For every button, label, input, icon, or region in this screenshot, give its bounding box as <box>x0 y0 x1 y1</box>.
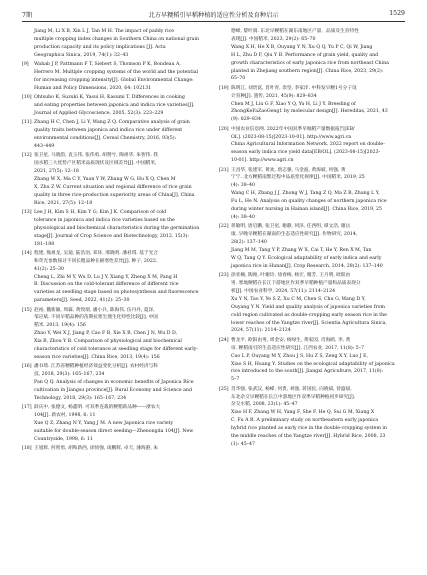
reference-line: Fu L, He N. Analysis on quality changes of northern japonica rice <box>231 199 387 205</box>
reference-line: 王旭辉, 何智勇, 胡和新西, 徐侦强, 谈鹏辉, 卓天, 薄海港, 朱 <box>34 446 158 452</box>
reference-line: 薛庆中, 张德文, 杨鑫明. 可双季连栽的粳稻新品种——浙农大 <box>34 405 161 411</box>
reference-line: parameters[J]. Seed, 2022, 41(2): 25–30 <box>34 298 130 304</box>
reference-line: Jiang M, Li X B, Xin L J, Tan M H. The impact of paddy rice <box>34 29 175 34</box>
reference-line: Cao L P, Ouyang M Y, Zhou J S, Hu Z S, Zeng X Y, Luo J E, <box>231 353 368 359</box>
reference-number: [21] <box>219 167 229 173</box>
reference-line: 中国农业信息网. 2022年中国双季早籼稻产量数据报告[EB/ <box>231 126 355 132</box>
reference-line: 潘书琦. 江苏省粳稻种植经济效益变化分析[J]. 农村经济与科 <box>34 364 158 370</box>
reference-entry <box>22 209 208 249</box>
reference-line: ZhongKeFaZaoGeng1 by molecular design[J]. Hereditas, 2021, 43 <box>231 109 388 115</box>
reference-line: (1): 45–47 <box>231 441 255 447</box>
reference-line: Cheng L, Zhi M Y, Wu D, Lu J Y, Xiang Y, Zheng X M, Pang H <box>34 274 178 280</box>
reference-line: 陈明江, 刘贵富, 肖叶青, 余坚, 李家洋. 中科发早粳1号分子设 <box>231 85 357 91</box>
reference-line: growth characteristics of early japonica rice from northeast China <box>231 60 389 66</box>
reference-line: 5–7 <box>231 377 240 383</box>
reference-line: rice introduced to the south[J]. Jiangxi Agriculture, 2017, 11(8): <box>231 369 384 375</box>
reference-line: for increasing cropping intensity[J]. Global Environmental Change: <box>34 77 194 83</box>
reference-line: W Q, Tang Q Y. Ecological adaptability of early indica and early <box>231 255 382 261</box>
reference-line: 肖华强, 张武汉, 杨峰, 何贵, 刘强, 蒋国民, 向晓斌, 曾盛斌. <box>231 386 352 392</box>
reference-line: 表现[J]. 中国稻米, 2023, 29(2): 65–70 <box>231 36 316 42</box>
reference-line: 程建, 熊祖龙, 吴迪, 陆浩羽, 邓环, 邢晓明, 潘君琪. 基于光合 <box>34 250 158 256</box>
reference-line: 东北杂交早粳稻在长江中游地区作双季早稻种植初步研究[J]. <box>231 394 356 400</box>
reference-entry <box>22 404 208 444</box>
reference-line: Xiao S H, Huang Y. Studies on the ecological adaptability of japonica <box>231 361 395 367</box>
reference-entry <box>22 152 208 207</box>
reference-line: Zhao Y, Wei X J, Jiang P, Cao F B, Xie X B, Chen J N, Wu D D, <box>34 331 178 337</box>
reference-line: 赵裕, 魏新颖, 周霖, 黄致瑞, 潘小兵, 陈海伟, 伍丹丹, 夏泽, <box>34 307 155 313</box>
reference-line: physiological and biochemical characteristics during the germination <box>34 225 200 231</box>
reference-line: Zhang H C, Chen J, Li Y, Wang Z Q. Comparative analysis of grain <box>34 120 190 126</box>
reference-line: 稻米, 2013, 19(4): 156 <box>34 323 86 329</box>
reference-line: 2021, 27(5): 12–18 <box>34 168 79 174</box>
issue-number: 7期 <box>22 12 33 19</box>
reference-line: stage[J]. Journal of Crop Science and Biotechnology, 2012, 15(3): <box>34 233 189 239</box>
reference-number: [23] <box>219 273 229 279</box>
reference-line: Wahab J P, Pattmann F T, Siebert S, Thomson P K, Bondeau A, <box>34 62 181 68</box>
reference-line: 宁宁. 北方粳稻南繁过程中品质变化规律[J]. 中国稻米, 2019, 25 <box>231 175 365 181</box>
reference-entry <box>22 94 208 118</box>
reference-number: [12] <box>22 153 32 159</box>
reference-line: Jiang M M, Tang Y P, Zhang W X, Cai T, He Y, Ren X M, Tan <box>231 248 372 254</box>
reference-entry <box>219 167 405 222</box>
references-left-column <box>22 28 208 454</box>
reference-line: lower reaches of the Yangtze river[J]. Scientia Agricultura Sinica, <box>231 320 387 326</box>
reference-line: Lee J H, Kim S H, Kim Y G, Kim J K. Comparison of cold <box>34 209 167 215</box>
reference-line: 杂交水稻, 2008, 23(1): 45–47 <box>231 402 298 408</box>
page-number: 1529 <box>389 10 405 17</box>
reference-line: 德峰, 黎叶润. 东北早粳稻在湖东南地区产量、品质及生育特性 <box>231 29 359 34</box>
reference-line: Ouyang Y N. Yield and quality analysis of japonica varieties from <box>231 304 385 310</box>
reference-line: 王昌华, 张建军, 黄欢, 唐志强, 马金波, 黄海斌, 何强, 黄 <box>231 167 346 173</box>
reference-line: 男. 寒地粳稻在长江下游地区作双季早稻种植产量和品质表现分 <box>231 281 361 287</box>
reference-number: [9] <box>22 62 29 68</box>
reference-line: B. Discussion on the cold-tolerant difference of different rice <box>34 282 179 288</box>
reference-line: hybrid rice planted as early rice in the double-cropping system in <box>231 426 387 432</box>
reference-line: (4): 38–40 <box>231 215 255 221</box>
reference-line: 104[J]. 新农村, 1998, 6: 11 <box>34 413 96 419</box>
reference-line: Herrero M. Multiple cropping systems of the world and the potential <box>34 69 198 75</box>
reference-line: cold region cultivated as double-cropping early season rice in the <box>231 312 387 318</box>
reference-line: 曹龙平, 欧阳由男, 周金安, 杨绿生, 黄家园, 肖海鸥, 李, 黄 <box>231 337 351 343</box>
reference-line: multiple cropping index changes in Southern China on national grain <box>34 36 199 42</box>
reference-line: japonica rice in Hunan[J]. Crop Research, 2014, 28(2): 137–140 <box>231 263 383 269</box>
reference-line: 邹应斌. 不同早稻品种的苗期抗寒生理生化特性比较[J]. 中国 <box>34 315 158 321</box>
header-divider <box>22 21 405 22</box>
reference-line: 计育种[J]. 遗传, 2021, 45(9): 829–834 <box>231 93 317 99</box>
reference-line: Chen M J, Liu G F, Xiao Y Q, Yu H, Li J Y. Breeding of <box>231 101 356 107</box>
reference-line: varieties at seedling stage based on photosynthesis and fluorescence <box>34 290 199 296</box>
reference-line: 2024, 57(11): 2114–2124 <box>231 328 291 334</box>
reference-line: 析[J]. 中国农业科学, 2024, 57(11): 2114–2124 <box>231 288 336 294</box>
reference-line: X, Zhu Z W. Current situation and regional difference of rice grain <box>34 184 192 190</box>
reference-line: cultivation in Jiangsu province[J]. Rural Economy and Science and <box>34 388 192 393</box>
reference-line: and eating properties between japonica and indica rice varieties[J]. <box>34 102 195 108</box>
reference-number: [25] <box>219 386 229 392</box>
reference-line: Xia B, Zhou Y B. Comparison of physiological and biochemical <box>34 339 182 345</box>
reference-number: [10] <box>22 95 32 101</box>
reference-line: tolerance in japonica and indica rice varieties based on the <box>34 217 175 223</box>
reference-line: planted in Zhejiang southern region[J]. China Rice, 2023, 29(2): <box>231 68 384 74</box>
reference-line: Ohtsubo K, Suzuki K, Yasui H, Kasumi T. Differences in cooking <box>34 95 185 101</box>
reference-number: [13] <box>22 209 32 215</box>
reference-line: production capacity and its policy implications [J]. Acta <box>34 44 166 50</box>
reference-number: [24] <box>219 337 229 343</box>
reference-line: Xu Y N, Tao Y, Ye S Z, Xu C M, Chen S, Chu G, Wang D Y, <box>231 296 366 302</box>
reference-number: [11] <box>22 120 32 126</box>
reference-line: season early indica rice yield data[EB/OL]. (2023-08-15)[2023- <box>231 150 381 156</box>
reference-line: OL]. (2023-08-15)[2023-10-01]. http://www.agri.cn <box>231 134 352 140</box>
reference-number: [16] <box>22 364 32 370</box>
reference-entry <box>22 28 208 60</box>
reference-line: suitable for double-season direct seeding—Zhenongda 104[J]. New <box>34 428 194 434</box>
reference-number: [18] <box>22 446 32 452</box>
reference-line: 28(2): 137–140 <box>231 240 267 246</box>
reference-number: [15] <box>22 307 32 313</box>
reference-line: 65–70 <box>231 76 246 82</box>
reference-line: Geographica Sinica, 2019, 74(1): 32–43 <box>34 52 129 58</box>
reference-line: Rice, 2021, 27(5): 12–18 <box>34 200 93 206</box>
reference-line: characteristics of cold tolerance at seedling stage for different early- <box>34 347 199 353</box>
reference-line: season rice varieties[J]. China Rice, 2013, 19(4): 156 <box>34 354 160 360</box>
running-title: 北方早粳稻引早稻种植的适应性分析及育种启示 <box>148 12 279 19</box>
reference-line: Pan Q Q. Analysis of changes in economic benefits of Japonica Rice <box>34 380 194 386</box>
reference-line: Wang C H, Zhang J J, Zhong W J, Tang Z Q, Ma Z B, Zhang L Y, <box>231 191 380 197</box>
reference-line: 谊. 粳稻南引的生态适应性研究[J]. 江西农业, 2017, 11(8): 5–7 <box>231 345 365 351</box>
reference-entry <box>22 61 208 93</box>
reference-entry <box>219 386 405 449</box>
reference-line: 41(2): 25–30 <box>34 266 64 272</box>
reference-line: 徐亚楠, 陶俊, 叶谢玲, 徐春梅, 杨宏, 睢芳, 王月明, 欧阳由 <box>231 273 351 279</box>
reference-entry <box>219 272 405 335</box>
reference-entry <box>22 445 208 453</box>
reference-number: [19] <box>219 85 229 91</box>
reference-line: China Agricultural Information Network. 2022 report on double- <box>231 142 385 148</box>
reference-entry <box>219 85 405 125</box>
reference-entry <box>219 337 405 384</box>
reference-line: quality in three rice-production superiority areas of China[J]. China <box>34 192 195 198</box>
reference-line: Countryside, 1998, 6: 11 <box>34 436 93 442</box>
reference-number: [22] <box>219 224 229 230</box>
reference-line: 技, 2018, 29(3): 165–167, 234 <box>34 372 105 378</box>
reference-line: Human and Policy Dimensions, 2020, 64: 102131 <box>34 85 152 91</box>
reference-line: the middle reaches of the Yangtze river[J]. Hybrid Rice, 2008, 23 <box>231 434 386 440</box>
reference-line: C, Fu A B. A preliminary study on northeastern early japonica <box>231 418 379 424</box>
reference-line: Journal of Applied Glycoscience, 2005, 52(3): 223–229 <box>34 110 164 116</box>
reference-line: 张卫星, 马晓韵, 袁玉伟, 张伟勇, 胡赞兮, 陶祖华, 朱智伟. 我 <box>34 153 158 159</box>
reference-line: (9): 829–834 <box>231 117 261 123</box>
reference-line: Zhang W X, Ma C Y, Yuan Y W, Zhang W G, Hu X Q, Chen M <box>34 176 176 182</box>
reference-line: 国水稻三大优势产区稻米品质现状及区域差异[J]. 中国稻米, <box>34 161 157 167</box>
reference-number: [20] <box>219 126 229 132</box>
reference-line: 蒋敏明, 唐启鹏, 张卫星, 谢静, 何泽, 任西明, 谭文浩, 谢岳 <box>231 224 351 230</box>
reference-entry <box>219 28 405 83</box>
reference-line: (4): 38–40 <box>231 183 255 189</box>
reference-entry <box>22 119 208 151</box>
reference-entry <box>22 363 208 403</box>
references-right-column <box>219 28 405 450</box>
reference-entry <box>22 250 208 305</box>
reference-number: [17] <box>22 405 32 411</box>
reference-entry <box>22 307 208 362</box>
reference-line: environmental conditions[J]. Cereal Chemistry, 2016, 93(5): <box>34 135 177 141</box>
reference-line: H L, Zhu D F, Qiu Y B. Performance of grain yield, quality and <box>231 52 379 58</box>
reference-line: quality traits between japonica and indica rice under different <box>34 128 183 134</box>
reference-entry <box>219 223 405 270</box>
reference-line: during winter nursing in Hainan island[J]. China Rice, 2019, 25 <box>231 207 383 213</box>
reference-number: [14] <box>22 250 32 256</box>
reference-line: Technology, 2018, 29(3): 165–167, 234 <box>34 395 127 401</box>
reference-line: Wang X H, He X B, Ouyang Y N, Xu Q Q, Yu P C, Qi W, Jiang <box>231 44 373 50</box>
reference-line: 443–449 <box>34 143 55 149</box>
reference-line: Xue Q Z, Zhang N Y, Yang J M. A new Japonica rice variety <box>34 421 174 427</box>
reference-entry <box>219 126 405 166</box>
reference-line: 10-01]. http://www.agri.cn <box>231 158 294 164</box>
reference-line: Xiao H F, Zhang W H, Yang F, She F, He Q, Sui G M, Xiang X <box>231 410 375 416</box>
reference-line: 和荧光参数探讨不同长粗品种在耐寒性差异[J]. 种子, 2022, <box>34 258 158 264</box>
reference-line: 康. 早晚早粳稻在湖南的生态适应性研究[J]. 作物研究, 2014, <box>231 232 358 238</box>
reference-line: 181–188 <box>34 241 55 247</box>
